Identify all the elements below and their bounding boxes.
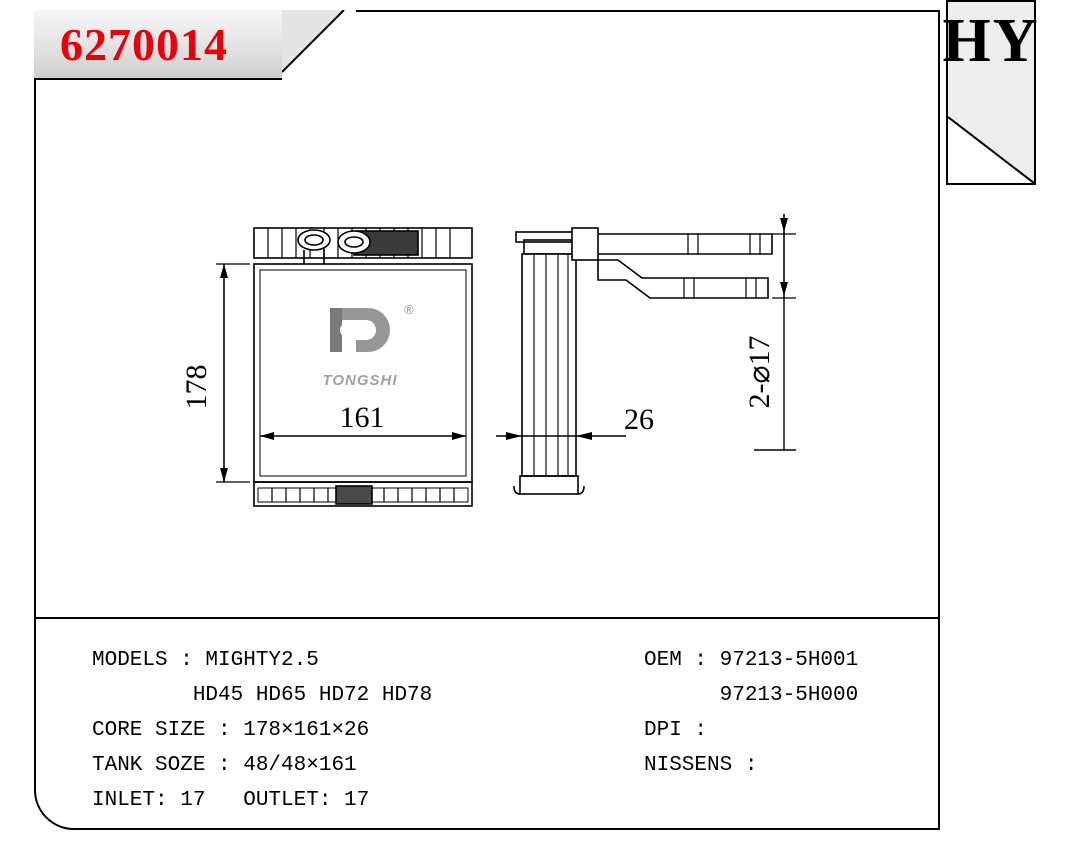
dimension-height: 178 [180,364,213,410]
spec-panel [36,617,938,828]
spec-core-size: CORE SIZE : 178×161×26 [92,719,370,742]
spec-models: MODELS : MIGHTY2.5 [92,649,319,672]
spec-dpi: DPI : [644,719,708,742]
dimension-depth: 26 [624,403,654,436]
brand-logo-text: TONGSHI [322,372,398,389]
dimension-width: 161 [339,401,385,434]
brand-logo [300,300,420,395]
dimension-ports: 2-⌀17 [743,335,776,409]
spec-column-left [92,643,432,818]
spec-models-cont: HD45 HD65 HD72 HD78 [92,684,433,707]
part-number: 6270014 [60,19,228,70]
spec-oem-cont: 97213-5H000 [644,684,859,707]
spec-nissens: NISSENS : [644,754,758,777]
spec-tank-size: TANK SOZE : 48/48×161 [92,754,357,777]
spec-column-right [644,643,858,783]
technical-drawing [36,82,938,617]
trademark-icon: ® [404,302,414,317]
ribbon-diagonal-cut [282,10,356,82]
spec-inlet-outlet: INLET: 17 OUTLET: 17 [92,789,370,812]
spec-oem: OEM : 97213-5H001 [644,649,859,672]
corner-tab-label: HY [942,7,1040,75]
